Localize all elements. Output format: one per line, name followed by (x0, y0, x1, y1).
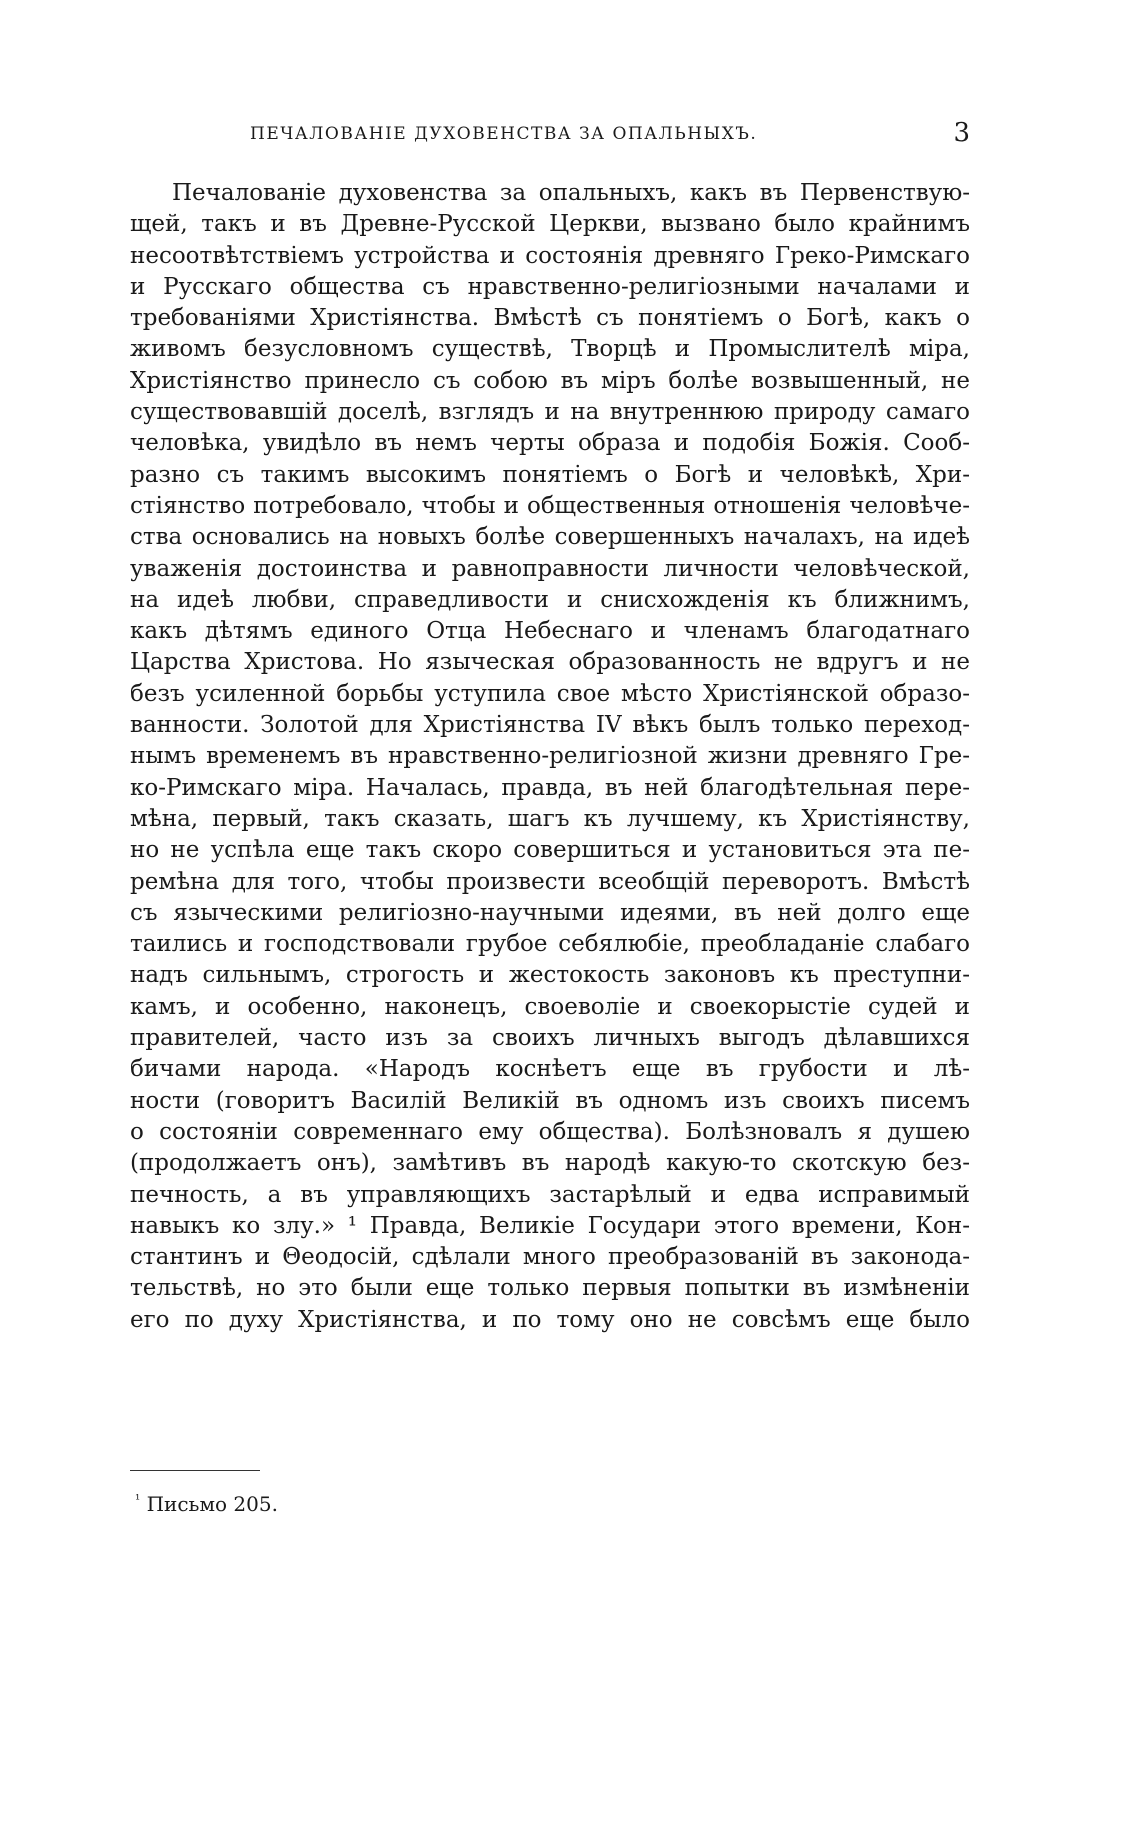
footnote-text: Письмо 205. (146, 1492, 278, 1516)
body-text (130, 178, 970, 1336)
footnote-marker: ¹ (135, 1492, 141, 1508)
text-line: его по духу Христіянства, и по тому оно не совсѣмъ еще было (130, 1306, 970, 1333)
text-line: правителей, часто изъ за своихъ личныхъ выгодъ дѣлавшихся (130, 1025, 970, 1052)
text-line: таились и господствовали грубое себялюбіе, преобладаніе слабаго (130, 931, 970, 958)
text-line: существовавшій доселѣ, взглядъ и на внутреннюю природу самаго (130, 399, 970, 426)
text-line: (продолжаетъ онъ), замѣтивъ въ народѣ какую-то скотскую без- (130, 1150, 970, 1177)
text-line: ремѣна для того, чтобы произвести всеобщій переворотъ. Вмѣстѣ (130, 868, 970, 895)
text-line: какъ дѣтямъ единого Отца Небеснаго и членамъ благодатнаго (130, 618, 970, 645)
text-line: мѣна, первый, такъ сказать, шагъ къ лучшему, къ Христіянству, (130, 805, 970, 832)
footnote (135, 1492, 278, 1516)
text-line: требованіями Христіянства. Вмѣстѣ съ понятіемъ о Богѣ, какъ о (130, 305, 970, 332)
text-line: на идеѣ любви, справедливости и снисхожденія къ ближнимъ, (130, 586, 970, 613)
text-line: разно съ такимъ высокимъ понятіемъ о Богѣ и человѣкѣ, Хри- (130, 461, 970, 488)
text-line: живомъ безусловномъ существѣ, Творцѣ и Промыслителѣ міра, (130, 336, 970, 363)
text-line: нымъ временемъ въ нравственно-религіозной жизни древняго Гре- (130, 743, 970, 770)
text-line: и Русскаго общества съ нравственно-религіозными началами и (130, 273, 970, 300)
text-line: Христіянство принесло съ собою въ міръ болѣе возвышенный, не (130, 367, 970, 394)
footnote-divider (130, 1470, 260, 1471)
running-title: ПЕЧАЛОВАНІЕ ДУХОВЕНСТВА ЗА ОПАЛЬНЫХЪ. (250, 124, 758, 144)
text-line: съ языческими религіозно-научными идеями, въ ней долго еще (130, 899, 970, 926)
text-line: уваженія достоинства и равноправности личности человѣческой, (130, 555, 970, 582)
text-line: человѣка, увидѣло въ немъ черты образа и подобія Божія. Сооб- (130, 430, 970, 457)
text-line: навыкъ ко злу.» ¹ Правда, Великіе Государи этого времени, Кон- (130, 1212, 970, 1239)
text-line: Царства Христова. Но языческая образованность не вдругъ и не (130, 649, 970, 676)
text-line: ванности. Золотой для Христіянства IV вѣкъ былъ только переход- (130, 712, 970, 739)
text-line: щей, такъ и въ Древне-Русской Церкви, вызвано было крайнимъ (130, 211, 970, 238)
text-line: о состояніи современнаго ему общества). Болѣзновалъ я душею (130, 1118, 970, 1145)
text-line: Печалованіе духовенства за опальныхъ, какъ въ Первенствую- (172, 180, 970, 206)
page-number: 3 (953, 118, 970, 148)
text-line: бичами народа. «Народъ коснѣетъ еще въ грубости и лѣ- (130, 1056, 970, 1083)
text-line: тельствѣ, но это были еще только первыя попытки въ измѣненіи (130, 1275, 970, 1302)
text-line: стантинъ и Θеодосій, сдѣлали много преобразованій въ законода- (130, 1244, 970, 1271)
text-line: камъ, и особенно, наконецъ, своеволіе и своекорыстіе судей и (130, 993, 970, 1020)
text-line: безъ усиленной борьбы уступила свое мѣсто Христіянской образо- (130, 680, 970, 707)
text-line: несоотвѣтствіемъ устройства и состоянія древняго Греко-Римскаго (130, 242, 970, 269)
text-line: стіянство потребовало, чтобы и общественныя отношенія человѣче- (130, 492, 970, 519)
running-head (130, 118, 970, 158)
text-line: надъ сильнымъ, строгость и жестокость законовъ къ преступни- (130, 962, 970, 989)
text-line: ности (говоритъ Василій Великій въ одномъ изъ своихъ писемъ (130, 1087, 970, 1114)
text-line: ства основались на новыхъ болѣе совершенныхъ началахъ, на идеѣ (130, 524, 970, 551)
text-line: печность, а въ управляющихъ застарѣлый и едва исправимый (130, 1181, 970, 1208)
text-line: ко-Римскаго міра. Началась, правда, въ ней благодѣтельная пере- (130, 774, 970, 801)
text-line: но не успѣла еще такъ скоро совершиться и установиться эта пе- (130, 837, 970, 864)
